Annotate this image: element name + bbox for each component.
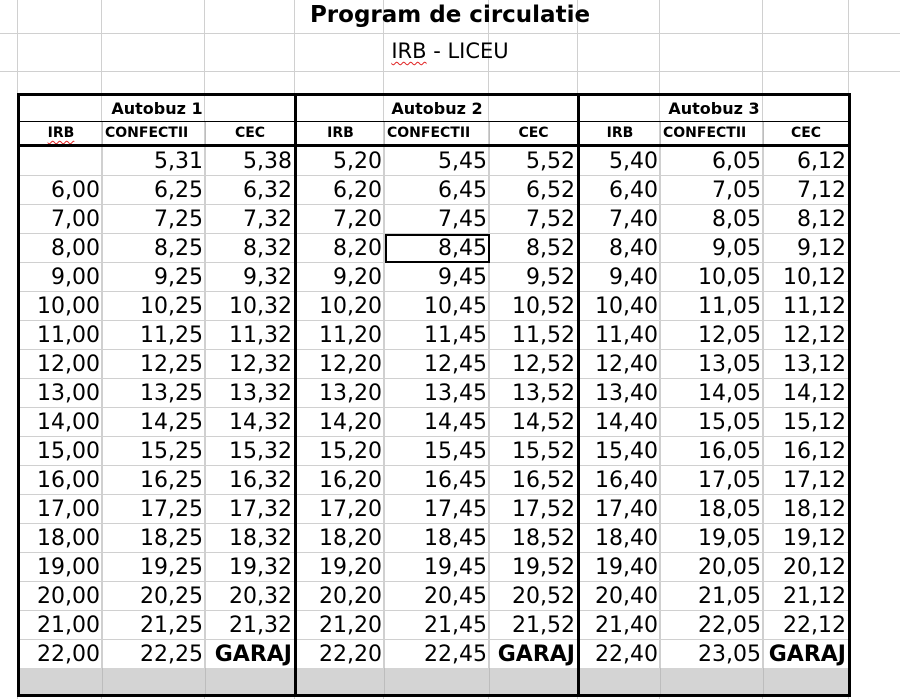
time-cell[interactable]: 13,05 <box>661 350 764 379</box>
time-cell[interactable]: 6,52 <box>490 176 579 205</box>
time-cell[interactable]: 16,45 <box>385 466 490 495</box>
selected-cell[interactable]: 8,45 <box>385 234 490 263</box>
time-cell[interactable]: GARAJ <box>490 640 579 669</box>
col-header[interactable]: IRB <box>19 122 103 146</box>
time-cell[interactable]: 18,52 <box>490 524 579 553</box>
col-header[interactable]: CEC <box>490 122 579 146</box>
schedule-row <box>19 408 850 437</box>
time-cell[interactable]: 7,00 <box>19 205 103 234</box>
time-cell[interactable]: 8,40 <box>579 234 661 263</box>
time-cell[interactable]: 22,12 <box>764 611 850 640</box>
time-cell[interactable]: 9,05 <box>661 234 764 263</box>
time-cell[interactable]: 21,45 <box>385 611 490 640</box>
time-cell[interactable]: 10,52 <box>490 292 579 321</box>
time-cell[interactable]: 22,20 <box>296 640 385 669</box>
time-cell[interactable]: 5,38 <box>206 146 296 176</box>
subtitle-rest: - LICEU <box>426 39 509 63</box>
time-cell[interactable]: 18,05 <box>661 495 764 524</box>
time-cell[interactable]: 5,31 <box>103 146 206 176</box>
cell[interactable] <box>296 668 385 696</box>
time-cell[interactable]: 6,45 <box>385 176 490 205</box>
time-cell[interactable]: 21,00 <box>19 611 103 640</box>
time-cell[interactable]: 23,05 <box>661 640 764 669</box>
time-cell[interactable]: 19,05 <box>661 524 764 553</box>
time-cell[interactable]: GARAJ <box>206 640 296 669</box>
time-cell[interactable]: 17,32 <box>206 495 296 524</box>
time-cell[interactable]: 21,52 <box>490 611 579 640</box>
time-cell[interactable]: 14,00 <box>19 408 103 437</box>
time-cell[interactable]: 14,05 <box>661 379 764 408</box>
time-cell[interactable] <box>19 146 103 176</box>
schedule-row <box>19 524 850 553</box>
time-cell[interactable]: 17,12 <box>764 466 850 495</box>
time-cell[interactable]: 17,00 <box>19 495 103 524</box>
empty-grey-row <box>19 668 850 696</box>
time-cell[interactable]: 20,25 <box>103 582 206 611</box>
time-cell[interactable]: 10,05 <box>661 263 764 292</box>
time-cell[interactable]: 12,25 <box>103 350 206 379</box>
time-cell[interactable]: 22,45 <box>385 640 490 669</box>
time-cell[interactable]: 10,00 <box>19 292 103 321</box>
time-cell[interactable]: 16,32 <box>206 466 296 495</box>
time-cell[interactable]: 5,20 <box>296 146 385 176</box>
time-cell[interactable]: 20,32 <box>206 582 296 611</box>
time-cell[interactable]: 19,20 <box>296 553 385 582</box>
subtitle-irb: IRB <box>391 39 427 63</box>
time-cell[interactable]: 14,52 <box>490 408 579 437</box>
time-cell[interactable]: 12,32 <box>206 350 296 379</box>
time-cell[interactable]: 8,05 <box>661 205 764 234</box>
time-cell[interactable]: 21,05 <box>661 582 764 611</box>
time-cell[interactable]: 18,00 <box>19 524 103 553</box>
time-cell[interactable]: 16,00 <box>19 466 103 495</box>
time-cell[interactable]: 8,52 <box>490 234 579 263</box>
time-cell[interactable]: 6,32 <box>206 176 296 205</box>
time-cell[interactable]: 15,05 <box>661 408 764 437</box>
time-cell[interactable]: 16,05 <box>661 437 764 466</box>
time-cell[interactable]: 9,25 <box>103 263 206 292</box>
col-header[interactable]: CONFECTII <box>385 122 490 146</box>
time-cell[interactable]: 7,40 <box>579 205 661 234</box>
time-cell[interactable]: 22,40 <box>579 640 661 669</box>
cell[interactable] <box>764 668 850 696</box>
cell[interactable] <box>103 668 206 696</box>
time-cell[interactable]: 17,52 <box>490 495 579 524</box>
time-cell[interactable]: 19,00 <box>19 553 103 582</box>
time-cell[interactable]: 10,45 <box>385 292 490 321</box>
time-cell[interactable]: 22,05 <box>661 611 764 640</box>
time-cell[interactable]: 7,52 <box>490 205 579 234</box>
time-cell[interactable]: 18,20 <box>296 524 385 553</box>
time-cell[interactable]: 19,32 <box>206 553 296 582</box>
time-cell[interactable]: 6,25 <box>103 176 206 205</box>
time-cell[interactable]: 20,20 <box>296 582 385 611</box>
schedule-row <box>19 611 850 640</box>
time-cell[interactable]: 13,52 <box>490 379 579 408</box>
schedule-row <box>19 176 850 205</box>
schedule-table <box>17 93 851 697</box>
time-cell[interactable]: 9,32 <box>206 263 296 292</box>
time-cell[interactable]: 10,32 <box>206 292 296 321</box>
cell[interactable] <box>579 668 661 696</box>
column-header-row <box>19 122 850 146</box>
schedule-row <box>19 640 850 669</box>
schedule-row <box>19 292 850 321</box>
time-cell[interactable]: 15,45 <box>385 437 490 466</box>
time-cell[interactable]: 12,05 <box>661 321 764 350</box>
time-cell[interactable]: 15,32 <box>206 437 296 466</box>
time-cell[interactable]: 14,25 <box>103 408 206 437</box>
time-cell[interactable]: 14,40 <box>579 408 661 437</box>
col-header[interactable]: CEC <box>206 122 296 146</box>
time-cell[interactable]: 17,45 <box>385 495 490 524</box>
time-cell[interactable]: 22,00 <box>19 640 103 669</box>
time-cell[interactable]: 20,12 <box>764 553 850 582</box>
time-cell[interactable]: 9,12 <box>764 234 850 263</box>
time-cell[interactable]: 12,45 <box>385 350 490 379</box>
time-cell[interactable]: 18,25 <box>103 524 206 553</box>
col-header[interactable]: IRB <box>296 122 385 146</box>
time-cell[interactable]: 14,12 <box>764 379 850 408</box>
time-cell[interactable]: 7,45 <box>385 205 490 234</box>
schedule-row <box>19 205 850 234</box>
time-cell[interactable]: 9,00 <box>19 263 103 292</box>
time-cell[interactable]: 18,32 <box>206 524 296 553</box>
time-cell[interactable]: 15,25 <box>103 437 206 466</box>
col-header[interactable]: CONFECTII <box>661 122 764 146</box>
time-cell[interactable]: GARAJ <box>764 640 850 669</box>
time-cell[interactable]: 13,32 <box>206 379 296 408</box>
time-cell[interactable]: 8,25 <box>103 234 206 263</box>
time-cell[interactable]: 9,45 <box>385 263 490 292</box>
cell[interactable] <box>385 668 490 696</box>
time-cell[interactable]: 11,20 <box>296 321 385 350</box>
time-cell[interactable]: 14,45 <box>385 408 490 437</box>
time-cell[interactable]: 15,52 <box>490 437 579 466</box>
time-cell[interactable]: 15,00 <box>19 437 103 466</box>
time-cell[interactable]: 11,40 <box>579 321 661 350</box>
time-cell[interactable]: 9,52 <box>490 263 579 292</box>
col-header[interactable]: IRB <box>579 122 661 146</box>
time-cell[interactable]: 7,20 <box>296 205 385 234</box>
time-cell[interactable]: 10,20 <box>296 292 385 321</box>
fill-handle[interactable] <box>488 261 490 263</box>
time-cell[interactable]: 21,20 <box>296 611 385 640</box>
time-cell[interactable]: 17,25 <box>103 495 206 524</box>
col-header[interactable]: CEC <box>764 122 850 146</box>
time-cell[interactable]: 13,40 <box>579 379 661 408</box>
col-header[interactable]: CONFECTII <box>103 122 206 146</box>
time-cell[interactable]: 20,45 <box>385 582 490 611</box>
time-cell[interactable]: 21,32 <box>206 611 296 640</box>
time-cell[interactable]: 18,45 <box>385 524 490 553</box>
time-cell[interactable]: 19,25 <box>103 553 206 582</box>
time-cell[interactable]: 13,25 <box>103 379 206 408</box>
time-cell[interactable]: 9,40 <box>579 263 661 292</box>
time-cell[interactable]: 6,20 <box>296 176 385 205</box>
schedule-row <box>19 437 850 466</box>
schedule-row <box>19 495 850 524</box>
schedule-row <box>19 466 850 495</box>
time-cell[interactable]: 8,12 <box>764 205 850 234</box>
time-cell[interactable]: 16,12 <box>764 437 850 466</box>
cell[interactable] <box>19 668 103 696</box>
time-cell[interactable]: 12,40 <box>579 350 661 379</box>
sheet-subtitle[interactable] <box>0 39 900 63</box>
cell[interactable] <box>490 668 579 696</box>
time-cell[interactable]: 22,25 <box>103 640 206 669</box>
time-cell[interactable]: 11,32 <box>206 321 296 350</box>
time-cell[interactable]: 15,20 <box>296 437 385 466</box>
bus-header[interactable]: Autobuz 3 <box>579 95 850 122</box>
schedule-row <box>19 263 850 292</box>
time-cell[interactable]: 12,20 <box>296 350 385 379</box>
time-cell[interactable]: 6,00 <box>19 176 103 205</box>
time-cell[interactable]: 11,05 <box>661 292 764 321</box>
time-cell[interactable]: 16,20 <box>296 466 385 495</box>
time-cell[interactable]: 20,52 <box>490 582 579 611</box>
time-cell[interactable]: 16,52 <box>490 466 579 495</box>
schedule-row <box>19 146 850 176</box>
time-cell[interactable]: 12,12 <box>764 321 850 350</box>
time-cell[interactable]: 12,00 <box>19 350 103 379</box>
time-cell[interactable]: 5,40 <box>579 146 661 176</box>
time-cell[interactable]: 11,52 <box>490 321 579 350</box>
time-cell[interactable]: 15,40 <box>579 437 661 466</box>
time-cell[interactable]: 17,05 <box>661 466 764 495</box>
time-cell[interactable]: 11,00 <box>19 321 103 350</box>
time-cell[interactable]: 16,25 <box>103 466 206 495</box>
time-cell[interactable]: 14,20 <box>296 408 385 437</box>
time-cell[interactable]: 12,52 <box>490 350 579 379</box>
cell[interactable] <box>661 668 764 696</box>
time-cell[interactable]: 16,40 <box>579 466 661 495</box>
time-cell[interactable]: 13,45 <box>385 379 490 408</box>
time-cell[interactable]: 7,12 <box>764 176 850 205</box>
bus-header[interactable]: Autobuz 2 <box>296 95 579 122</box>
sheet-title[interactable]: Program de circulatie <box>309 2 591 28</box>
schedule-row <box>19 553 850 582</box>
time-cell[interactable]: 10,40 <box>579 292 661 321</box>
time-cell[interactable]: 13,00 <box>19 379 103 408</box>
schedule-row <box>19 321 850 350</box>
bus-header[interactable]: Autobuz 1 <box>19 95 296 122</box>
time-cell[interactable]: 18,40 <box>579 524 661 553</box>
cell[interactable] <box>206 668 296 696</box>
time-cell[interactable]: 20,40 <box>579 582 661 611</box>
schedule-row <box>19 350 850 379</box>
time-cell[interactable]: 18,12 <box>764 495 850 524</box>
time-cell[interactable]: 21,40 <box>579 611 661 640</box>
time-cell[interactable]: 17,20 <box>296 495 385 524</box>
time-cell[interactable]: 17,40 <box>579 495 661 524</box>
bus-header-row <box>19 95 850 122</box>
time-cell[interactable]: 20,00 <box>19 582 103 611</box>
schedule-row <box>19 234 850 263</box>
time-cell[interactable]: 11,12 <box>764 292 850 321</box>
schedule-row <box>19 582 850 611</box>
time-cell[interactable]: 7,05 <box>661 176 764 205</box>
time-cell[interactable]: 11,45 <box>385 321 490 350</box>
time-cell[interactable]: 5,52 <box>490 146 579 176</box>
time-cell[interactable]: 7,25 <box>103 205 206 234</box>
time-cell[interactable]: 9,20 <box>296 263 385 292</box>
time-cell[interactable]: 15,12 <box>764 408 850 437</box>
time-cell[interactable]: 19,40 <box>579 553 661 582</box>
time-cell[interactable]: 21,25 <box>103 611 206 640</box>
time-cell[interactable]: 13,20 <box>296 379 385 408</box>
time-cell[interactable]: 11,25 <box>103 321 206 350</box>
time-cell[interactable]: 6,05 <box>661 146 764 176</box>
time-cell[interactable]: 6,12 <box>764 146 850 176</box>
time-cell[interactable]: 19,52 <box>490 553 579 582</box>
time-cell[interactable]: 5,45 <box>385 146 490 176</box>
time-cell[interactable]: 8,20 <box>296 234 385 263</box>
time-cell[interactable]: 20,05 <box>661 553 764 582</box>
time-cell[interactable]: 13,12 <box>764 350 850 379</box>
time-cell[interactable]: 7,32 <box>206 205 296 234</box>
time-cell[interactable]: 21,12 <box>764 582 850 611</box>
schedule-row <box>19 379 850 408</box>
time-cell[interactable]: 10,12 <box>764 263 850 292</box>
time-cell[interactable]: 19,12 <box>764 524 850 553</box>
time-cell[interactable]: 19,45 <box>385 553 490 582</box>
time-cell[interactable]: 8,32 <box>206 234 296 263</box>
time-cell[interactable]: 14,32 <box>206 408 296 437</box>
time-cell[interactable]: 10,25 <box>103 292 206 321</box>
time-cell[interactable]: 6,40 <box>579 176 661 205</box>
time-cell[interactable]: 8,00 <box>19 234 103 263</box>
